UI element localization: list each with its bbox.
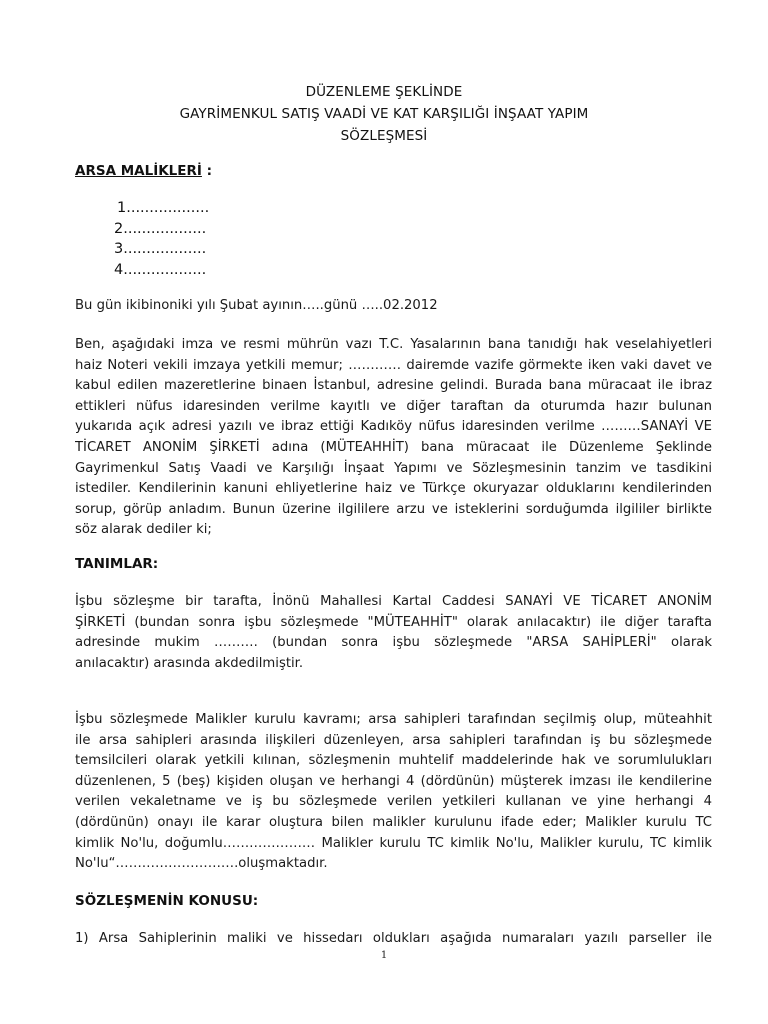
definitions-line: ŞİRKETİ (bundan sonra işbu sözleşmede "MÜTEAHHİT" olarak anılacaktır) ile diğer tarafta	[75, 614, 712, 630]
owner-item-2: 2..................	[114, 221, 207, 237]
definitions-line: anılacaktır) arasında akdedilmiştir.	[75, 655, 304, 671]
date-text: Bu gün ikibinoniki yılı Şubat ayının…..günü …..02.2012	[75, 298, 438, 313]
intro-paragraph	[75, 335, 712, 541]
title-line-1: DÜZENLEME ŞEKLİNDE	[305, 84, 463, 100]
definitions-line: kimlik No'lu, doğumlu………………… Malikler kurulu TC kimlik No'lu, Malikler kurulu, TC kimlik	[75, 835, 712, 851]
definitions-line: verilen vekaletname ve iş bu sözleşmede verilen yetkileri kullanan ve yine herhangi 4	[75, 794, 712, 810]
intro-line: TİCARET ANONİM ŞİRKETİ adına (MÜTEAHHİT) bana müracaat ile Düzenleme Şeklinde	[75, 439, 712, 455]
intro-line: ettikleri nüfus idaresinden verilme kayıtlı ve diğer taraftan da oturumda hazır bulunan	[75, 398, 712, 414]
definitions-line: (dördünün) onayı ile karar oluştura bilen malikler kurulunu ifade eder; Malikler kurulu TC	[75, 814, 712, 830]
date-line	[75, 296, 712, 317]
owners-heading-colon: :	[201, 163, 213, 179]
definitions-paragraph-1	[75, 592, 712, 674]
title-line-2: GAYRİMENKUL SATIŞ VAADİ VE KAT KARŞILIĞI İNŞAAT YAPIM	[179, 106, 589, 122]
definitions-line: ile arsa sahipleri arasında ilişkileri düzenleyen, arsa sahipleri tarafından iş bu sözleşmede	[75, 732, 712, 748]
definitions-line: No'lu“……………………….oluşmaktadır.	[75, 856, 328, 872]
definitions-line: temsilcileri olarak yetkili kılınan, sözleşmenin muhtelif maddelerinde hak ve sorumlulukları	[75, 753, 712, 769]
definitions-line: İşbu sözleşmede Malikler kurulu kavramı; arsa sahipleri tarafından seçilmiş olup, müteahhit	[75, 712, 712, 727]
definitions-line: adresinde mukim ………. (bundan sonra işbu sözleşmede "ARSA SAHİPLERİ" olarak	[75, 635, 712, 651]
owners-heading-text: ARSA MALİKLERİ	[75, 163, 202, 179]
intro-line: kabul edilen mazeretlerine binaen İstanbul, adresine gelindi. Burada bana müracaat ile ibraz	[75, 378, 712, 394]
subject-line: 1) Arsa Sahiplerinin maliki ve hissedarı oldukları aşağıda numaraları yazılı parseller ile	[75, 931, 712, 946]
title-line-3: SÖZLEŞMESİ	[340, 128, 428, 144]
owner-item-3: 3..................	[114, 241, 207, 257]
intro-line: haiz Noteri vekili imzaya yetkili memur; ………… dairemde vazife görmekte iken vaki davet ve	[75, 357, 712, 373]
owners-heading	[75, 163, 212, 179]
owner-item-1: 1..................	[117, 200, 210, 216]
definitions-line: düzenlenen, 5 (beş) kişiden oluşan ve herhangi 4 (dördünün) müşterek imzası ile kendilerine	[75, 773, 712, 789]
definitions-paragraph-2	[75, 710, 712, 875]
definitions-line: İşbu sözleşme bir tarafta, İnönü Mahallesi Kartal Caddesi SANAYİ VE TİCARET ANONİM	[75, 594, 712, 609]
page-number: 1	[380, 950, 388, 961]
owner-item-4: 4..................	[114, 262, 207, 278]
intro-line: Ben, aşağıdaki imza ve resmi mührün vazı T.C. Yasalarının bana tanıdığı hak veselahiyetleri	[75, 337, 712, 352]
intro-line: sorup, görüp anladım. Bunun üzerine ilgililere arzu ve isteklerini sorduğumda ilgililer birlikte	[75, 501, 712, 517]
subject-heading: SÖZLEŞMENİN KONUSU:	[75, 893, 259, 909]
subject-paragraph	[75, 929, 712, 950]
intro-line: istediler. Kendilerinin kanuni ehliyetlerine haiz ve Türkçe okuryazar olduklarını kendilerinden	[75, 481, 712, 497]
intro-line: Gayrimenkul Satış Vaadi ve Karşılığı İnşaat Yapımı ve Sözleşmesinin tanzim ve tasdikini	[75, 460, 712, 476]
intro-line: yukarıda açık adresi yazılı ve ibraz ettiği Kadıköy nüfus idaresinden verilme ………SANAYİ VE	[75, 419, 712, 435]
intro-line: söz alarak dediler ki;	[75, 522, 212, 538]
definitions-heading: TANIMLAR:	[75, 556, 159, 572]
